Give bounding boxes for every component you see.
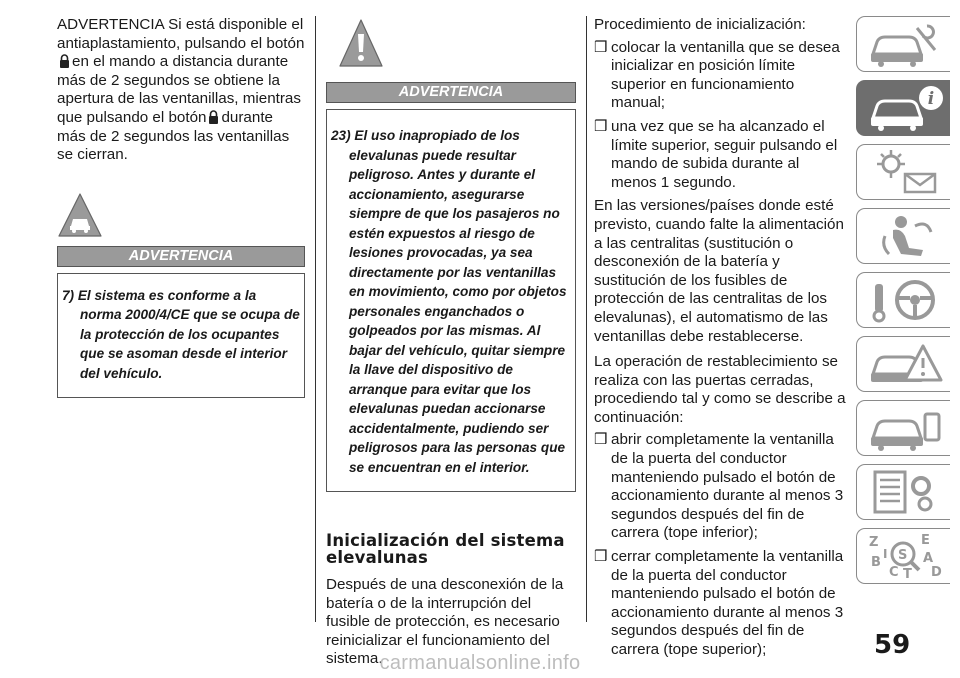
bullet-mark: ❒ <box>594 117 608 135</box>
index-letters-icon <box>865 532 945 580</box>
warning-title-bar: ADVERTENCIA <box>326 82 576 103</box>
tab-technical-data[interactable] <box>856 464 950 520</box>
page-number: 59 <box>874 630 911 660</box>
bullet-mark: ❒ <box>594 548 608 566</box>
airbag-seat-icon <box>865 212 945 260</box>
bullet-mark: ❒ <box>594 431 608 449</box>
car-warning-icon <box>865 340 945 388</box>
index-letter: S <box>898 548 908 563</box>
car-maintenance-icon <box>865 404 945 452</box>
warning-lights-icon <box>865 148 945 196</box>
tab-warning-lights[interactable] <box>856 144 950 200</box>
warning-text: 7) El sistema es conforme a la norma 2000/4/CE que se ocupa de la protección de los ocupantes que se asoman desde el interior del vehículo. <box>62 287 300 381</box>
car-warning-triangle-icon <box>57 192 103 238</box>
index-letter: Z <box>869 535 879 550</box>
list-item: ❒ abrir completamente la ventanilla de la puerta del conductor manteniendo pulsado el botón de accionamiento durante al menos 3 segundos después del fin de carrera (tope inferior); <box>594 431 844 542</box>
tab-starting-driving[interactable] <box>856 272 950 328</box>
list-item: ❒ cerrar completamente la ventanilla de la puerta del conductor manteniendo pulsado el botón de accionamiento durante al menos 3 segundos después del fin de carrera (tope superior); <box>594 548 844 658</box>
middle-column <box>326 16 576 676</box>
index-letter: D <box>931 565 942 580</box>
watermark: carmanualsonline.info <box>379 652 581 674</box>
warning-text: 23) El uso inapropiado de los elevalunas puede resultar peligroso. Antes y durante el accionamiento, asegurarse siempre de que los pasajeros no estén expuestos al riesgo de lesiones provocadas, ya sea directamente por las ventanillas en movimiento, como por objetos personales enganchados o golpeados por las mismas. Al bajar del vehículo, quitar siempre la llave del dispositivo de arranque para evitar que los elevalunas puedan accionarse accidentalmente, pudiendo ser peligrosos para las personas que se encuentran en el interior. <box>331 128 567 475</box>
right-column <box>594 16 846 665</box>
antipinch-paragraph: ADVERTENCIA Si está disponible el antiaplastamiento, pulsando el botón en el mando a distancia durante más de 2 segundos se obtiene la apertura de las ventanillas, mientras que pulsando el botón durante más de 2 segundos las ventanillas se cierran. <box>57 16 305 164</box>
car-wrench-icon <box>865 20 945 68</box>
index-letter: T <box>903 567 912 580</box>
tab-car-knowledge[interactable] <box>856 16 950 72</box>
tab-maintenance[interactable] <box>856 400 950 456</box>
left-column <box>57 16 305 398</box>
tab-index[interactable] <box>856 528 950 584</box>
column-divider <box>315 16 316 622</box>
paragraph: La operación de restablecimiento se realiza con las puertas cerradas, procediendo tal y como se describe a continuación: <box>594 353 846 426</box>
index-letter: B <box>871 555 881 570</box>
lock-icon <box>208 110 219 124</box>
warning-title-bar: ADVERTENCIA <box>57 246 305 267</box>
index-letter: I <box>883 547 888 561</box>
column-divider <box>586 16 587 622</box>
warning-box <box>57 273 305 399</box>
spec-sheet-icon <box>865 468 945 516</box>
tab-car-info[interactable] <box>856 80 950 136</box>
list-item: ❒ colocar la ventanilla que se desea inicializar en posición límite superior en funcionamiento manual; <box>594 38 840 112</box>
section-heading: Inicialización del sistema elevalunas <box>326 531 565 567</box>
index-letter: C <box>889 565 899 580</box>
index-letter: E <box>921 533 930 548</box>
list-item: ❒ una vez que se ha alcanzado el límite superior, seguir pulsando el mando de subida durante al menos 1 segundo. <box>594 117 838 191</box>
section-paragraph: Después de una desconexión de la batería o de la interrupción del fusible de protección, es necesario reinicializar el funcionamiento del sistema. <box>326 576 564 668</box>
car-info-icon <box>865 84 945 132</box>
lock-icon <box>59 54 70 68</box>
tab-emergency[interactable] <box>856 336 950 392</box>
tab-safety[interactable] <box>856 208 950 264</box>
procedure-intro: Procedimiento de inicialización: <box>594 16 806 33</box>
exclamation-triangle-icon <box>338 18 384 70</box>
svg-text:i: i <box>927 89 935 109</box>
chapter-tabs <box>856 16 960 592</box>
warning-box <box>326 109 576 492</box>
index-letter: A <box>923 551 934 566</box>
key-steering-wheel-icon <box>865 276 945 324</box>
paragraph: En las versiones/países donde esté previsto, cuando falte la alimentación a las centralitas (sustitución o desconexión de la batería y sustitución de los fusibles de protección de las centralitas de los elevalunas), el automatismo de las ventanillas debe restablecerse. <box>594 197 844 345</box>
bullet-mark: ❒ <box>594 38 608 56</box>
